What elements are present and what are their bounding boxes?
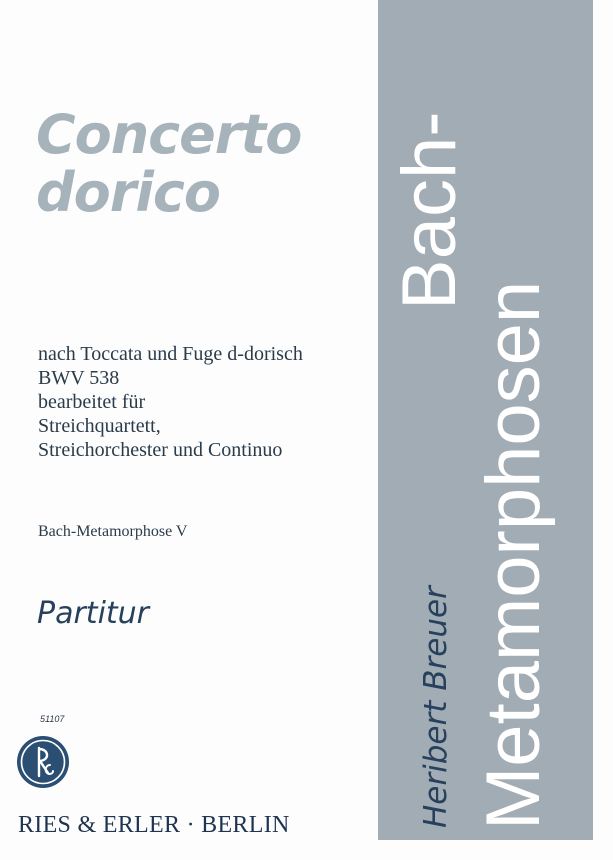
subtitle bbox=[38, 342, 303, 462]
publisher-name: RIES & ERLER · BERLIN bbox=[18, 812, 290, 838]
subtitle-line-5: Streichorchester und Continuo bbox=[38, 439, 283, 461]
catalog-number: 51107 bbox=[40, 714, 65, 724]
subtitle-line-3: bearbeitet für bbox=[38, 391, 146, 413]
title-line-2: dorico bbox=[36, 161, 221, 224]
edition-type: Partitur bbox=[37, 596, 150, 631]
band-line-1: Bach- bbox=[387, 111, 472, 310]
subtitle-line-1: nach Toccata und Fuge d-dorisch bbox=[38, 343, 303, 365]
band-line-2: Metamorphosen bbox=[471, 280, 556, 830]
series-label: Bach-Metamorphose V bbox=[38, 523, 188, 540]
page-title bbox=[36, 103, 302, 224]
subtitle-line-2: BWV 538 bbox=[38, 367, 120, 389]
title-line-1: Concerto bbox=[36, 103, 302, 166]
series-band bbox=[378, 0, 593, 840]
subtitle-line-4: Streichquartett, bbox=[38, 415, 161, 437]
author-name: Heribert Breuer bbox=[418, 586, 454, 828]
ries-erler-logo-icon bbox=[16, 735, 70, 794]
band-text bbox=[378, 0, 593, 840]
